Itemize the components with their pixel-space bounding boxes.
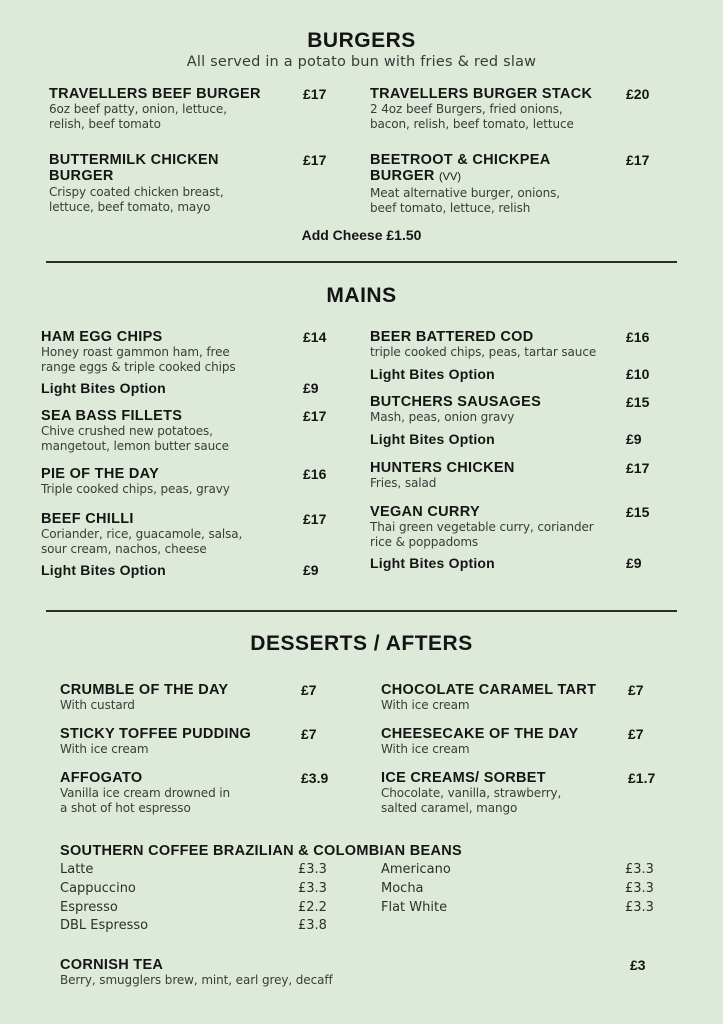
coffee-item-name: DBL Espresso	[60, 918, 149, 933]
item-description: beef tomato, lettuce, relish	[370, 201, 531, 215]
menu-item-travellers-beef-burger	[49, 86, 289, 132]
menu-item-vegan-curry	[370, 504, 630, 550]
item-description: a shot of hot espresso	[60, 801, 191, 815]
menu-item-sticky-toffee-pudding	[60, 726, 300, 757]
item-description: Triple cooked chips, peas, gravy	[41, 482, 230, 496]
item-name: CRUMBLE OF THE DAY	[60, 682, 229, 698]
item-description: salted caramel, mango	[381, 801, 518, 815]
item-name: BURGER	[49, 168, 114, 184]
item-name: PIE OF THE DAY	[41, 466, 160, 482]
menu-item-chocolate-caramel-tart	[381, 682, 626, 713]
item-description: Vanilla ice cream drowned in	[60, 786, 231, 800]
coffee-item-price: £2.2	[298, 900, 327, 915]
item-description: lettuce, beef tomato, mayo	[49, 200, 211, 214]
light-bites-option: Light Bites Option	[41, 562, 166, 578]
item-name: BUTTERMILK CHICKEN	[49, 152, 219, 168]
light-bites-price: £9	[303, 562, 319, 578]
coffee-item-name: Americano	[381, 862, 451, 877]
menu-item-ice-creams-sorbet	[381, 770, 626, 816]
item-name: AFFOGATO	[60, 770, 143, 786]
menu-item-cheesecake-of-the-day	[381, 726, 626, 757]
item-price: £14	[303, 329, 327, 345]
item-name: BEER BATTERED COD	[370, 329, 534, 345]
burgers-heading: BURGERS	[307, 29, 416, 52]
menu-item-beer-battered-cod	[370, 329, 630, 360]
item-price: £17	[626, 460, 650, 476]
light-bites-price: £10	[626, 366, 650, 382]
item-price: £15	[626, 504, 650, 520]
item-name: CORNISH TEA	[60, 957, 164, 973]
burgers-subtitle: All served in a potato bun with fries & red slaw	[186, 54, 537, 70]
light-bites-option: Light Bites Option	[370, 366, 495, 382]
desserts-heading: DESSERTS / AFTERS	[250, 632, 473, 655]
item-price: £20	[626, 86, 650, 102]
coffee-item-name: Mocha	[381, 881, 424, 896]
item-description: range eggs & triple cooked chips	[41, 360, 236, 374]
item-name: CHOCOLATE CARAMEL TART	[381, 682, 597, 698]
item-description: Honey roast gammon ham, free	[41, 345, 230, 359]
item-description: Fries, salad	[370, 476, 437, 490]
menu-item-butchers-sausages	[370, 394, 630, 425]
menu-item-beetroot-chickpea-burger	[370, 152, 620, 216]
light-bites-option: Light Bites Option	[370, 431, 495, 447]
item-name: STICKY TOFFEE PUDDING	[60, 726, 252, 742]
menu-item-travellers-burger-stack	[370, 86, 620, 132]
item-price: £17	[303, 86, 327, 102]
item-description: Coriander, rice, guacamole, salsa,	[41, 527, 243, 541]
item-price: £17	[303, 408, 327, 424]
item-price: £15	[626, 394, 650, 410]
menu-item-hunters-chicken	[370, 460, 630, 491]
menu-item-affogato	[60, 770, 300, 816]
coffee-item-name: Flat White	[381, 900, 448, 915]
item-price: £7	[301, 682, 317, 698]
item-description: Chocolate, vanilla, strawberry,	[381, 786, 562, 800]
item-price: £16	[303, 466, 327, 482]
item-description: bacon, relish, beef tomato, lettuce	[370, 117, 574, 131]
mains-heading: MAINS	[326, 284, 397, 307]
item-name: TRAVELLERS BURGER STACK	[370, 86, 593, 102]
coffee-item-price: £3.3	[625, 862, 654, 877]
coffee-item-price: £3.3	[625, 900, 654, 915]
coffee-item-name: Cappuccino	[60, 881, 136, 896]
item-price: £17	[303, 511, 327, 527]
item-description: Crispy coated chicken breast,	[49, 185, 224, 199]
coffee-item-name: Espresso	[60, 900, 118, 915]
coffee-item-price: £3.3	[625, 881, 654, 896]
item-description: relish, beef tomato	[49, 117, 161, 131]
coffee-item-price: £3.3	[298, 862, 327, 877]
item-price: £7	[628, 726, 644, 742]
coffee-item-price: £3.3	[298, 881, 327, 896]
menu-item-pie-of-the-day	[41, 466, 291, 497]
vegan-tag: (VV)	[438, 171, 461, 183]
section-divider	[46, 610, 677, 612]
item-price: £7	[301, 726, 317, 742]
item-name: ICE CREAMS/ SORBET	[381, 770, 546, 786]
light-bites-price: £9	[626, 431, 642, 447]
item-name: TRAVELLERS BEEF BURGER	[49, 86, 261, 102]
light-bites-option: Light Bites Option	[41, 380, 166, 396]
light-bites-price: £9	[303, 380, 319, 396]
item-description: triple cooked chips, peas, tartar sauce	[370, 345, 597, 359]
item-description: mangetout, lemon butter sauce	[41, 439, 229, 453]
light-bites-option: Light Bites Option	[370, 555, 495, 571]
menu-item-buttermilk-chicken-burger	[49, 152, 289, 215]
item-price: £3	[630, 957, 646, 973]
item-description: sour cream, nachos, cheese	[41, 542, 207, 556]
item-name: BUTCHERS SAUSAGES	[370, 394, 542, 410]
item-description: Thai green vegetable curry, coriander	[370, 520, 594, 534]
item-price: £17	[626, 152, 650, 168]
menu-item-cornish-tea	[60, 957, 460, 988]
item-price: £1.7	[628, 770, 656, 786]
item-description: With custard	[60, 698, 135, 712]
item-description: With ice cream	[381, 698, 470, 712]
coffee-item-price: £3.8	[298, 918, 327, 933]
item-description: Meat alternative burger, onions,	[370, 186, 561, 200]
item-name: VEGAN CURRY	[370, 504, 480, 520]
item-description: Berry, smugglers brew, mint, earl grey, decaff	[60, 973, 333, 987]
item-name: BURGER	[370, 168, 435, 184]
section-divider	[46, 261, 677, 263]
item-description: 6oz beef patty, onion, lettuce,	[49, 102, 227, 116]
item-description: Mash, peas, onion gravy	[370, 410, 515, 424]
coffee-heading: SOUTHERN COFFEE BRAZILIAN & COLOMBIAN BEANS	[60, 843, 462, 859]
item-description: With ice cream	[381, 742, 470, 756]
item-description: With ice cream	[60, 742, 149, 756]
menu-item-crumble-of-the-day	[60, 682, 300, 713]
menu-item-beef-chilli	[41, 511, 291, 557]
item-name: HUNTERS CHICKEN	[370, 460, 515, 476]
item-price: £7	[628, 682, 644, 698]
menu-item-ham-egg-chips	[41, 329, 291, 375]
item-name: SEA BASS FILLETS	[41, 408, 183, 424]
item-description: Chive crushed new potatoes,	[41, 424, 213, 438]
coffee-item-name: Latte	[60, 862, 94, 877]
item-name: CHEESECAKE OF THE DAY	[381, 726, 579, 742]
menu-item-sea-bass-fillets	[41, 408, 291, 454]
item-description: rice & poppadoms	[370, 535, 479, 549]
item-price: £17	[303, 152, 327, 168]
item-description: 2 4oz beef Burgers, fried onions,	[370, 102, 563, 116]
light-bites-price: £9	[626, 555, 642, 571]
add-cheese-note: Add Cheese £1.50	[301, 227, 422, 243]
item-name: BEEF CHILLI	[41, 511, 134, 527]
item-name: BEETROOT & CHICKPEA	[370, 152, 551, 168]
item-price: £16	[626, 329, 650, 345]
item-price: £3.9	[301, 770, 329, 786]
item-name: HAM EGG CHIPS	[41, 329, 163, 345]
